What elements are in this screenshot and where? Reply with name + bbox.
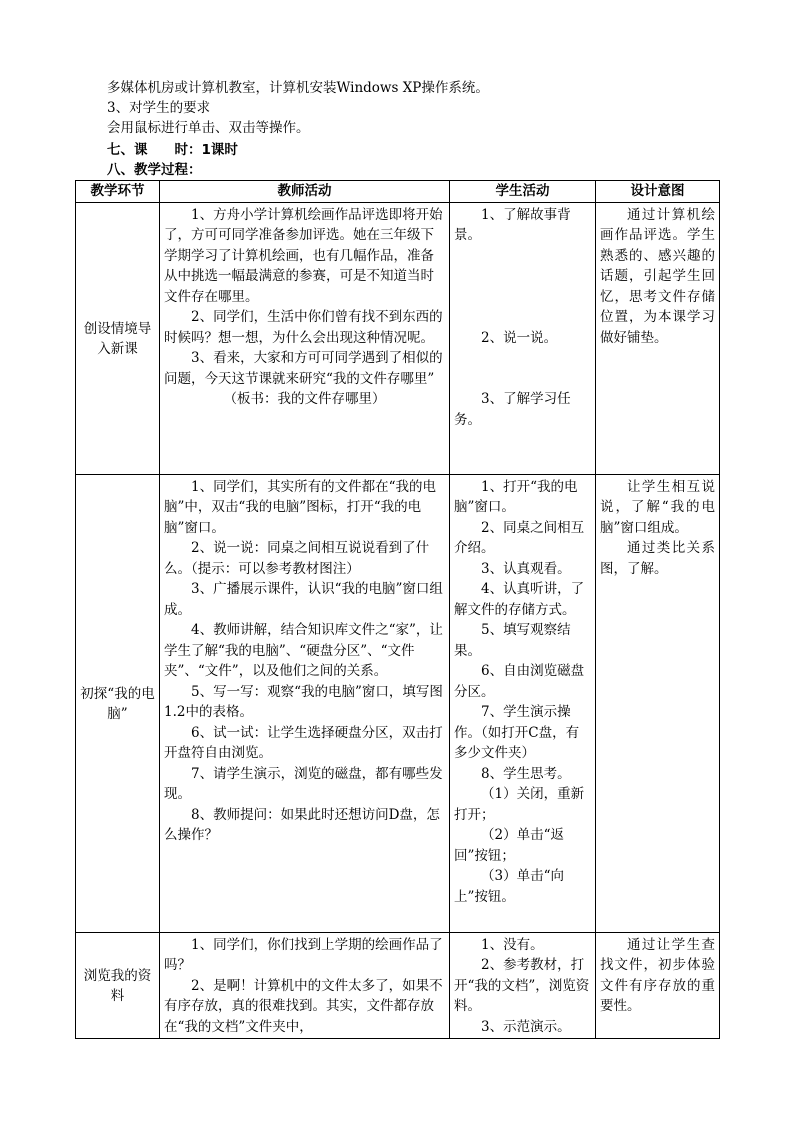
teacher-activity-cell: [160, 474, 450, 932]
student-paragraph: 1、没有。: [481, 936, 544, 953]
design-paragraph: 让学生相互说说，了解“我的电脑”窗口组成。: [600, 478, 715, 536]
section-heading-class-hours: 七、课 时：1课时: [107, 142, 238, 158]
header-stage: 教学环节: [76, 181, 160, 203]
stage-cell: 浏览我的资料: [76, 932, 160, 1038]
design-paragraph: 通过计算机绘画作品评选。学生熟悉的、感兴趣的话题，引起学生回忆，思考文件存储位置，为本课学习做好铺垫。: [600, 206, 715, 346]
table-header-row: [76, 181, 720, 203]
student-paragraph: 2、参考教材，打开“我的文档”，浏览资料。: [454, 957, 590, 1014]
blackboard-note: （板书：我的文件存哪里）: [223, 391, 386, 407]
design-paragraph: 通过类比关系图，了解。: [600, 540, 715, 577]
design-intent-cell: [596, 932, 720, 1038]
student-paragraph: 5、填写观察结果。: [454, 622, 571, 659]
header-design-intent: 设计意图: [596, 181, 720, 203]
teacher-paragraph: 4、教师讲解，结合知识库文件之“家”，让学生了解“我的电脑”、“硬盘分区”、“文件夹”、“文件”，以及他们之间的关系。: [164, 622, 443, 679]
stage-cell: 初探“我的电脑”: [76, 474, 160, 932]
student-paragraph: 1、打开“我的电脑”窗口。: [454, 478, 578, 515]
student-paragraph: 4、认真听讲，了解文件的存储方式。: [454, 581, 585, 618]
teacher-activity-cell: [160, 202, 450, 474]
teacher-paragraph: 1、同学们，你们找到上学期的绘画作品了吗？: [164, 936, 443, 973]
student-paragraph: 3、了解学习任务。: [454, 391, 571, 428]
teacher-paragraph: 1、方舟小学计算机绘画作品评选即将开始了，方可可同学准备参加评选。她在三年级下学期学习了计算机绘画，也有几幅作品，准备从中挑选一幅最满意的参赛，可是不知道当时文件存在哪里。: [164, 206, 443, 305]
intro-line-equipment: 多媒体机房或计算机教室，计算机安装Windows XP操作系统。: [107, 80, 489, 96]
teacher-paragraph: 2、是啊！计算机中的文件太多了，如果不有序存放，真的很难找到。其实，文件都存放在“我的文档”文件夹中，: [164, 977, 443, 1035]
design-intent-cell: [596, 202, 720, 474]
teacher-paragraph: 3、广播展示课件，认识“我的电脑”窗口组成。: [164, 581, 443, 618]
student-activity-cell: [450, 932, 596, 1038]
section-heading-teaching-process: 八、教学过程：: [107, 162, 202, 178]
teaching-process-table: [75, 180, 720, 1039]
student-paragraph: 6、自由浏览磁盘分区。: [454, 663, 585, 700]
teacher-paragraph: 1、同学们，其实所有的文件都在“我的电脑”中，双击“我的电脑”图标，打开“我的电脑”窗口。: [164, 478, 436, 536]
intro-line-mouse-skills: 会用鼠标进行单击、双击等操作。: [107, 120, 310, 136]
student-paragraph: 3、认真观看。: [481, 560, 571, 577]
teacher-activity-cell: [160, 932, 450, 1038]
teacher-paragraph: 6、试一试：让学生选择硬盘分区，双击打开盘符自由浏览。: [164, 724, 443, 761]
student-activity-cell: [450, 474, 596, 932]
student-paragraph: 1、了解故事背景。: [454, 206, 571, 243]
teacher-paragraph: 2、说一说：同桌之间相互说说看到了什么。（提示：可以参考教材图注）: [164, 540, 430, 577]
student-paragraph: 3、示范演示。: [481, 1018, 571, 1035]
design-intent-cell: [596, 474, 720, 932]
teacher-paragraph: 5、写一写：观察“我的电脑”窗口，填写图1.2中的表格。: [164, 683, 443, 720]
table-row: [76, 202, 720, 474]
header-student-activity: 学生活动: [450, 181, 596, 203]
student-paragraph: 7、学生演示操作。（如打开C盘，有多少文件夹）: [454, 704, 580, 761]
student-paragraph: 2、同桌之间相互介绍。: [454, 519, 585, 556]
design-paragraph: 通过让学生查找文件，初步体验文件有序存放的重要性。: [600, 936, 715, 1014]
teacher-paragraph: 8、教师提问：如果此时还想访问D盘，怎么操作？: [164, 806, 440, 843]
student-paragraph: 2、说一说。: [481, 329, 558, 346]
student-paragraph: （3）单击“向上”按钮。: [454, 868, 564, 905]
student-paragraph: （2）单击“返回”按钮；: [454, 827, 564, 864]
student-activity-cell: [450, 202, 596, 474]
student-paragraph: （1）关闭，重新打开；: [454, 786, 585, 823]
table-row: [76, 932, 720, 1038]
teacher-paragraph: 3、看来，大家和方可可同学遇到了相似的问题，今天这节课就来研究“我的文件存哪里”: [164, 350, 443, 387]
table-row: [76, 474, 720, 932]
stage-cell: 创设情境导入新课: [76, 202, 160, 474]
teacher-paragraph: 2、同学们，生活中你们曾有找不到东西的时候吗？想一想，为什么会出现这种情况呢。: [164, 309, 443, 346]
teacher-paragraph: 7、请学生演示，浏览的磁盘，都有哪些发现。: [164, 765, 443, 802]
student-paragraph: 8、学生思考。: [481, 765, 571, 782]
header-teacher-activity: 教师活动: [160, 181, 450, 203]
intro-line-student-requirements: 3、对学生的要求: [107, 100, 211, 116]
